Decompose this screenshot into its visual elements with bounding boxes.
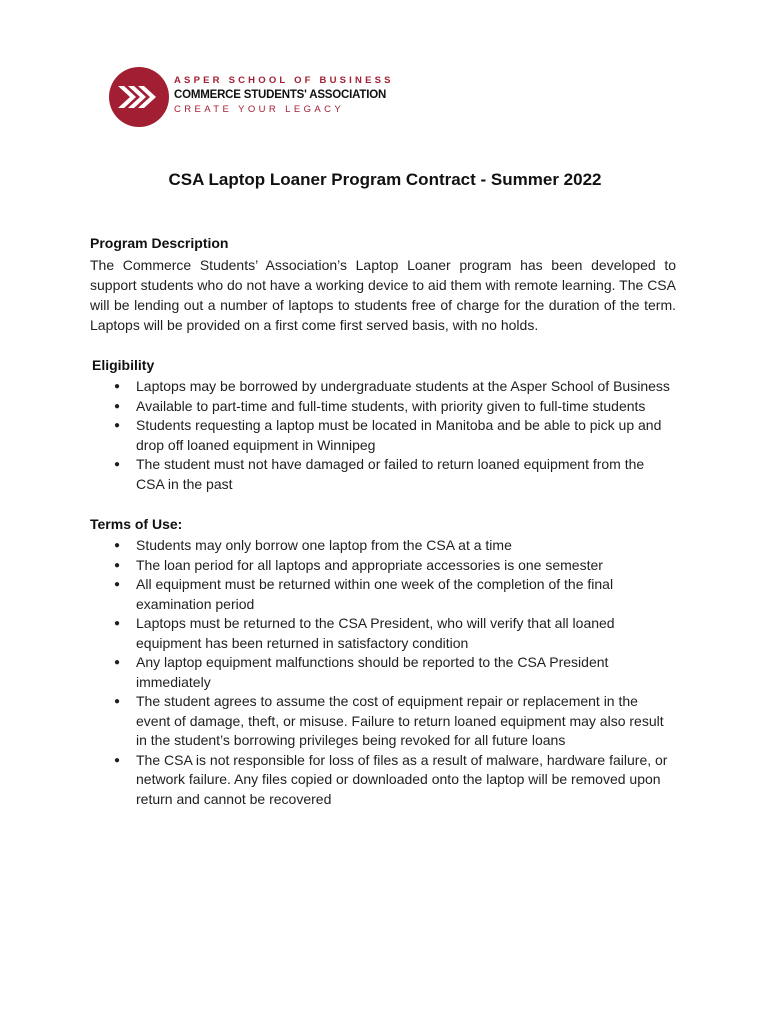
list-item-text: Available to part-time and full-time students, with priority given to full-time students xyxy=(136,397,646,414)
bullet-icon: ● xyxy=(114,754,121,766)
bullet-icon: ● xyxy=(114,696,121,707)
list-item xyxy=(114,536,676,556)
list-item-text: All equipment must be returned within one week of the completion of the final examination period xyxy=(136,576,614,612)
list-item-text: The CSA is not responsible for loss of files as a result of malware, hardware failure, or network failure. Any files copied or downloaded onto the laptop will be removed upon return and cannot be recovered xyxy=(136,751,668,807)
list-item xyxy=(114,575,676,614)
program-description-text: The Commerce Students’ Association’s Laptop Loaner program has been developed to support students who do not have a working device to aid them with remote learning. The CSA will be lending out a number of laptops to students free of charge for the duration of the term. Laptops will be provided on a first come first served basis, with no holds. xyxy=(90,257,676,333)
list-item xyxy=(114,416,676,455)
list-item-text: Laptops must be returned to the CSA President, who will verify that all loaned equipment has been returned in satisfactory condition xyxy=(136,615,615,651)
csa-chevron-logo-icon xyxy=(108,66,170,128)
bullet-icon: ● xyxy=(114,657,121,668)
list-item-text: Students may only borrow one laptop from the CSA at a time xyxy=(136,537,512,553)
list-item-text: The student agrees to assume the cost of equipment repair or replacement in the event of damage, theft, or misuse. Failure to return loaned equipment may also result in the student’s borrowing privileges being revoked for all future loans xyxy=(136,693,664,748)
list-item-text: Students requesting a laptop must be located in Manitoba and be able to pick up and drop off loaned equipment in Winnipeg xyxy=(136,417,662,453)
logo-association-name: COMMERCE STUDENTS' ASSOCIATION xyxy=(174,88,387,101)
terms-section xyxy=(90,514,676,809)
list-item xyxy=(114,692,676,751)
logo-school-name: ASPER SCHOOL OF BUSINESS xyxy=(174,75,394,86)
list-item-text: Any laptop equipment malfunctions should be reported to the CSA President immediately xyxy=(136,654,609,690)
program-description-heading: Program Description xyxy=(90,235,229,251)
csa-logo xyxy=(108,66,408,130)
bullet-icon: ● xyxy=(114,420,121,431)
bullet-icon: ● xyxy=(114,400,121,412)
document-body xyxy=(90,233,676,809)
bullet-icon: ● xyxy=(114,579,121,590)
bullet-icon: ● xyxy=(114,459,121,470)
logo-text xyxy=(174,76,394,115)
list-item xyxy=(114,556,676,576)
list-item xyxy=(114,751,676,810)
terms-list xyxy=(90,536,676,809)
program-description-section xyxy=(90,233,676,335)
list-item xyxy=(114,377,676,397)
list-item xyxy=(114,455,676,494)
list-item xyxy=(114,653,676,692)
bullet-icon: ● xyxy=(114,381,121,392)
bullet-icon: ● xyxy=(114,540,121,551)
eligibility-list xyxy=(90,377,676,494)
page-title: CSA Laptop Loaner Program Contract - Summer 2022 xyxy=(168,170,602,189)
bullet-icon: ● xyxy=(114,618,121,629)
terms-heading: Terms of Use: xyxy=(90,516,183,532)
logo-tagline: CREATE YOUR LEGACY xyxy=(174,104,345,115)
bullet-icon: ● xyxy=(114,559,121,571)
list-item-text: The loan period for all laptops and appropriate accessories is one semester xyxy=(136,556,603,573)
list-item xyxy=(114,397,676,417)
eligibility-heading: Eligibility xyxy=(92,357,155,373)
eligibility-section xyxy=(90,355,676,494)
list-item xyxy=(114,614,676,653)
list-item-text: Laptops may be borrowed by undergraduate students at the Asper School of Business xyxy=(136,378,670,394)
list-item-text: The student must not have damaged or failed to return loaned equipment from the CSA in the past xyxy=(136,456,645,492)
